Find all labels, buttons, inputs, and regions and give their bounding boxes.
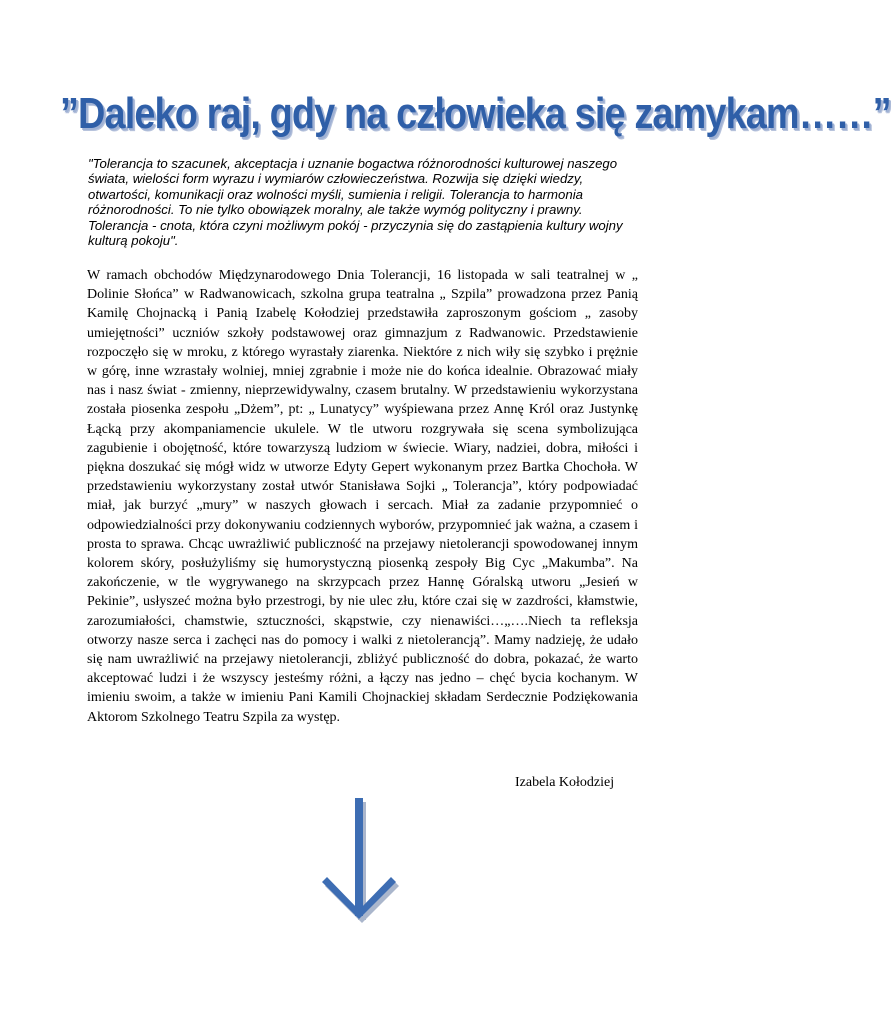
title-wordart xyxy=(60,84,891,154)
arrow-down-icon xyxy=(322,798,402,928)
author-signature: Izabela Kołodziej xyxy=(515,775,615,790)
tolerance-quote: "Tolerancja to szacunek, akceptacja i uznanie bogactwa różnorodności kulturowej naszego świata, wielości form wyrazu i wymiarów człowieczeństwa. Rozwija się dzięki wiedzy, otwartości, komunikacji oraz wolności myśli, sumienia i religii. Tolerancja to harmonia różnorodności. To nie tylko obowiązek moralny, ale także wymóg polityczny i prawny. Tolerancja - cnota, która czyni możliwym pokój - przyczynia się do zastąpienia kultury wojny kulturą pokoju". xyxy=(88,156,623,249)
document-title: ”Daleko raj, gdy na człowieka się zamykam……” xyxy=(60,89,891,138)
article-body: W ramach obchodów Międzynarodowego Dnia Tolerancji, 16 listopada w sali teatralnej w „ Dolinie Słońca” w Radwanowicach, szkolna grupa teatralna „ Szpila” prowadzona przez Panią Kamilę Chojnacką i Panią Izabelę Kołodziej przedstawiła zaproszonym gościom „ zasoby umiejętności” uczniów szkoły podstawowej oraz gimnazjum z Radwanowic. Przedstawienie rozpoczęło się w mroku, z którego wyrastały ziarenka. Niektóre z nich wiły się szybko i prężnie w górę, inne wzrastały wolniej, mniej zgrabnie i może nie do końca idealnie. Obrazować miały nas i nasz świat - zmienny, nieprzewidywalny, czasem brutalny. W przedstawieniu wykorzystana została piosenka zespołu „Dżem”, pt: „ Lunatycy” wyśpiewana przez Annę Król oraz Justynkę Łącką przy akompaniamencie ukulele. W tle utworu rozgrywała się scena symbolizująca zagubienie i obojętność, które towarzyszą ludziom w świecie. Wiary, nadziei, dobra, miłości i piękna doszukać się mógł widz w utworze Edyty Gepert wykonanym przez Bartka Chochoła. W przedstawieniu wykorzystany został utwór Stanisława Sojki „ Tolerancja”, który podpowiadać miał, jak burzyć „mury” w naszych głowach i sercach. Miał za zadanie przypomnieć o odpowiedzialności przy dokonywaniu codziennych wyborów, przypomnieć jak ważna, a czasem i prosta to sprawa. Chcąc uwrażliwić publiczność na przejawy nietolerancji spowodowanej innym kolorem skóry, posłużyliśmy się humorystyczną piosenką zespoły Big Cyc „Makumba”. Na zakończenie, w tle wygrywanego na skrzypcach przez Hannę Góralską utworu „Jesień w Pekinie”, usłyszeć można było przestrogi, by nie ulec złu, które czai się w zazdrości, kłamstwie, zarozumiałości, chamstwie, sztuczności, skąpstwie, czy nienawiści…„….Niech ta refleksja otworzy nasze serca i zachęci nas do pomocy i walki z nietolerancją”. Mamy nadzieję, że udało się nam uwrażliwić na przejawy nietolerancji, zbliżyć publiczność do dobra, pokazać, że warto akceptować ludzi i że wszyscy jesteśmy różni, a łączy nas jedno – chęć bycia kochanym. W imieniu swoim, a także w imieniu Pani Kamili Chojnackiej składam Serdecznie Podziękowania Aktorom Szkolnego Teatru Szpila za występ. xyxy=(87,268,638,725)
